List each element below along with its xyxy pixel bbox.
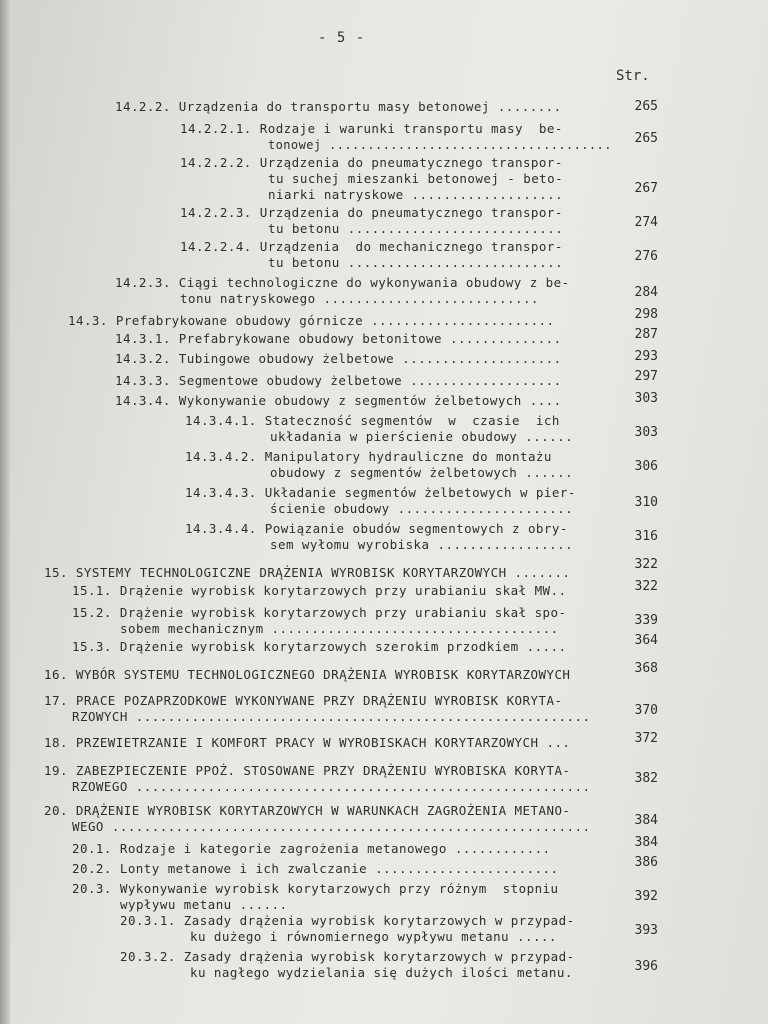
toc-page-number: 384 [634, 835, 658, 850]
toc-line: 14.2.3. Ciągi technologiczne do wykonywania obudowy z be- [115, 275, 570, 290]
toc-line: 14.2.2.4. Urządzenia do mechanicznego transpor- [180, 239, 563, 254]
toc-page-number: 298 [634, 307, 658, 322]
toc-line: 20. DRĄŻENIE WYROBISK KORYTARZOWYCH W WARUNKACH ZAGROŻENIA METANO- [44, 803, 571, 818]
toc-line: 15.2. Drążenie wyrobisk korytarzowych przy urabianiu skał spo- [72, 605, 567, 620]
toc-line: tu suchej mieszanki betonowej - beto- [268, 171, 564, 186]
toc-page-number: 382 [634, 771, 658, 786]
toc-line: 14.2.2. Urządzenia do transportu masy betonowej ........ [115, 99, 562, 114]
toc-line: WEGO ............................................................ [72, 819, 591, 834]
toc-line: 14.3.4.1. Stateczność segmentów w czasie ich [185, 413, 560, 428]
toc-line: 14.2.2.2. Urządzenia do pneumatycznego transpor- [180, 155, 563, 170]
toc-line: 20.3.1. Zasady drążenia wyrobisk korytarzowych w przypad- [120, 913, 575, 928]
toc-page-number: 393 [634, 923, 658, 938]
toc-page-number: 396 [634, 959, 658, 974]
toc-line: 15.3. Drążenie wyrobisk korytarzowych szerokim przodkiem ..... [72, 639, 567, 654]
toc-line: 14.3.4. Wykonywanie obudowy z segmentów żelbetowych .... [115, 393, 562, 408]
toc-line: ścienie obudowy ...................... [270, 501, 574, 516]
toc-line: 20.1. Rodzaje i kategorie zagrożenia metanowego ............ [72, 841, 551, 856]
toc-line: ku dużego i równomiernego wypływu metanu ..... [190, 929, 557, 944]
toc-line: układania w pierścienie obudowy ...... [270, 429, 574, 444]
toc-page-number: 276 [634, 249, 658, 264]
toc-page-number: 372 [634, 731, 658, 746]
toc-line: RZOWEGO ......................................................... [72, 779, 591, 794]
toc-line: 14.2.2.1. Rodzaje i warunki transportu masy be- [180, 121, 563, 136]
toc-line: RZOWYCH ......................................................... [72, 709, 591, 724]
toc-page-number: 322 [634, 557, 658, 572]
toc-line: 14.3.2. Tubingowe obudowy żelbetowe .................... [115, 351, 562, 366]
toc-line: niarki natryskowe ................... [268, 187, 564, 202]
toc-page-number: 339 [634, 613, 658, 628]
toc-page-number: 364 [634, 633, 658, 648]
toc-page-number: 306 [634, 459, 658, 474]
toc-line: 14.3. Prefabrykowane obudowy górnicze ....................... [68, 313, 555, 328]
toc-page-number: 284 [634, 285, 658, 300]
toc-page-number: 274 [634, 215, 658, 230]
toc-line: 16. WYBÓR SYSTEMU TECHNOLOGICZNEGO DRĄŻENIA WYROBISK KORYTARZOWYCH [44, 667, 571, 682]
toc-line: 18. PRZEWIETRZANIE I KOMFORT PRACY W WYROBISKACH KORYTARZOWYCH ... [44, 735, 571, 750]
toc-line: 14.3.3. Segmentowe obudowy żelbetowe ................... [115, 373, 562, 388]
toc-line: ku nagłego wydzielania się dużych ilości metanu. [190, 965, 573, 980]
toc-page-number: 370 [634, 703, 658, 718]
toc-page-number: 310 [634, 495, 658, 510]
toc-line: 14.2.2.3. Urządzenia do pneumatycznego transpor- [180, 205, 563, 220]
toc-line: obudowy z segmentów żelbetowych ...... [270, 465, 574, 480]
toc-page-number: 267 [634, 181, 658, 196]
toc-page-number: 293 [634, 349, 658, 364]
toc-line: 14.3.4.4. Powiązanie obudów segmentowych z obry- [185, 521, 568, 536]
toc-line: tonowej ..................................... [268, 137, 612, 152]
toc-page-number: 265 [634, 99, 658, 114]
toc-line: 19. ZABEZPIECZENIE PPOŻ. STOSOWANE PRZY DRĄŻENIU WYROBISKA KORYTA- [44, 763, 571, 778]
toc-line: 14.3.4.2. Manipulatory hydrauliczne do montażu [185, 449, 552, 464]
toc-line: 17. PRACE POZAPRZODKOWE WYKONYWANE PRZY DRĄŻENIU WYROBISK KORYTA- [44, 693, 563, 708]
page-number: - 5 - [318, 30, 366, 46]
toc-line: wypływu metanu ...... [120, 897, 288, 912]
book-spine-shadow [0, 0, 10, 1024]
toc-line: tu betonu ........................... [268, 221, 564, 236]
toc-page-number: 386 [634, 855, 658, 870]
toc-page-number: 297 [634, 369, 658, 384]
toc-page-number: 368 [634, 661, 658, 676]
toc-line: 20.2. Lonty metanowe i ich zwalczanie ....................... [72, 861, 559, 876]
toc-line: tonu natryskowego ........................... [180, 291, 539, 306]
toc-line: sem wyłomu wyrobiska ................. [270, 537, 574, 552]
toc-page-number: 322 [634, 579, 658, 594]
toc-page-number: 384 [634, 813, 658, 828]
toc-line: 20.3. Wykonywanie wyrobisk korytarzowych przy różnym stopniu [72, 881, 559, 896]
toc-line: 15.1. Drążenie wyrobisk korytarzowych przy urabianiu skał MW.. [72, 583, 567, 598]
toc-page-number: 316 [634, 529, 658, 544]
toc-page-number: 392 [634, 889, 658, 904]
toc-page-number: 303 [634, 425, 658, 440]
toc-line: 15. SYSTEMY TECHNOLOGICZNE DRĄŻENIA WYROBISK KORYTARZOWYCH ....... [44, 565, 571, 580]
toc-page-number: 303 [634, 391, 658, 406]
toc-page-number: 265 [634, 131, 658, 146]
toc-page-number: 287 [634, 327, 658, 342]
page-column-header: Str. [616, 68, 650, 84]
toc-line: 20.3.2. Zasady drążenia wyrobisk korytarzowych w przypad- [120, 949, 575, 964]
toc-line: 14.3.4.3. Układanie segmentów żelbetowych w pier- [185, 485, 576, 500]
toc-line: 14.3.1. Prefabrykowane obudowy betonitowe .............. [115, 331, 562, 346]
toc-line: tu betonu ........................... [268, 255, 564, 270]
toc-line: sobem mechanicznym .................................... [120, 621, 559, 636]
